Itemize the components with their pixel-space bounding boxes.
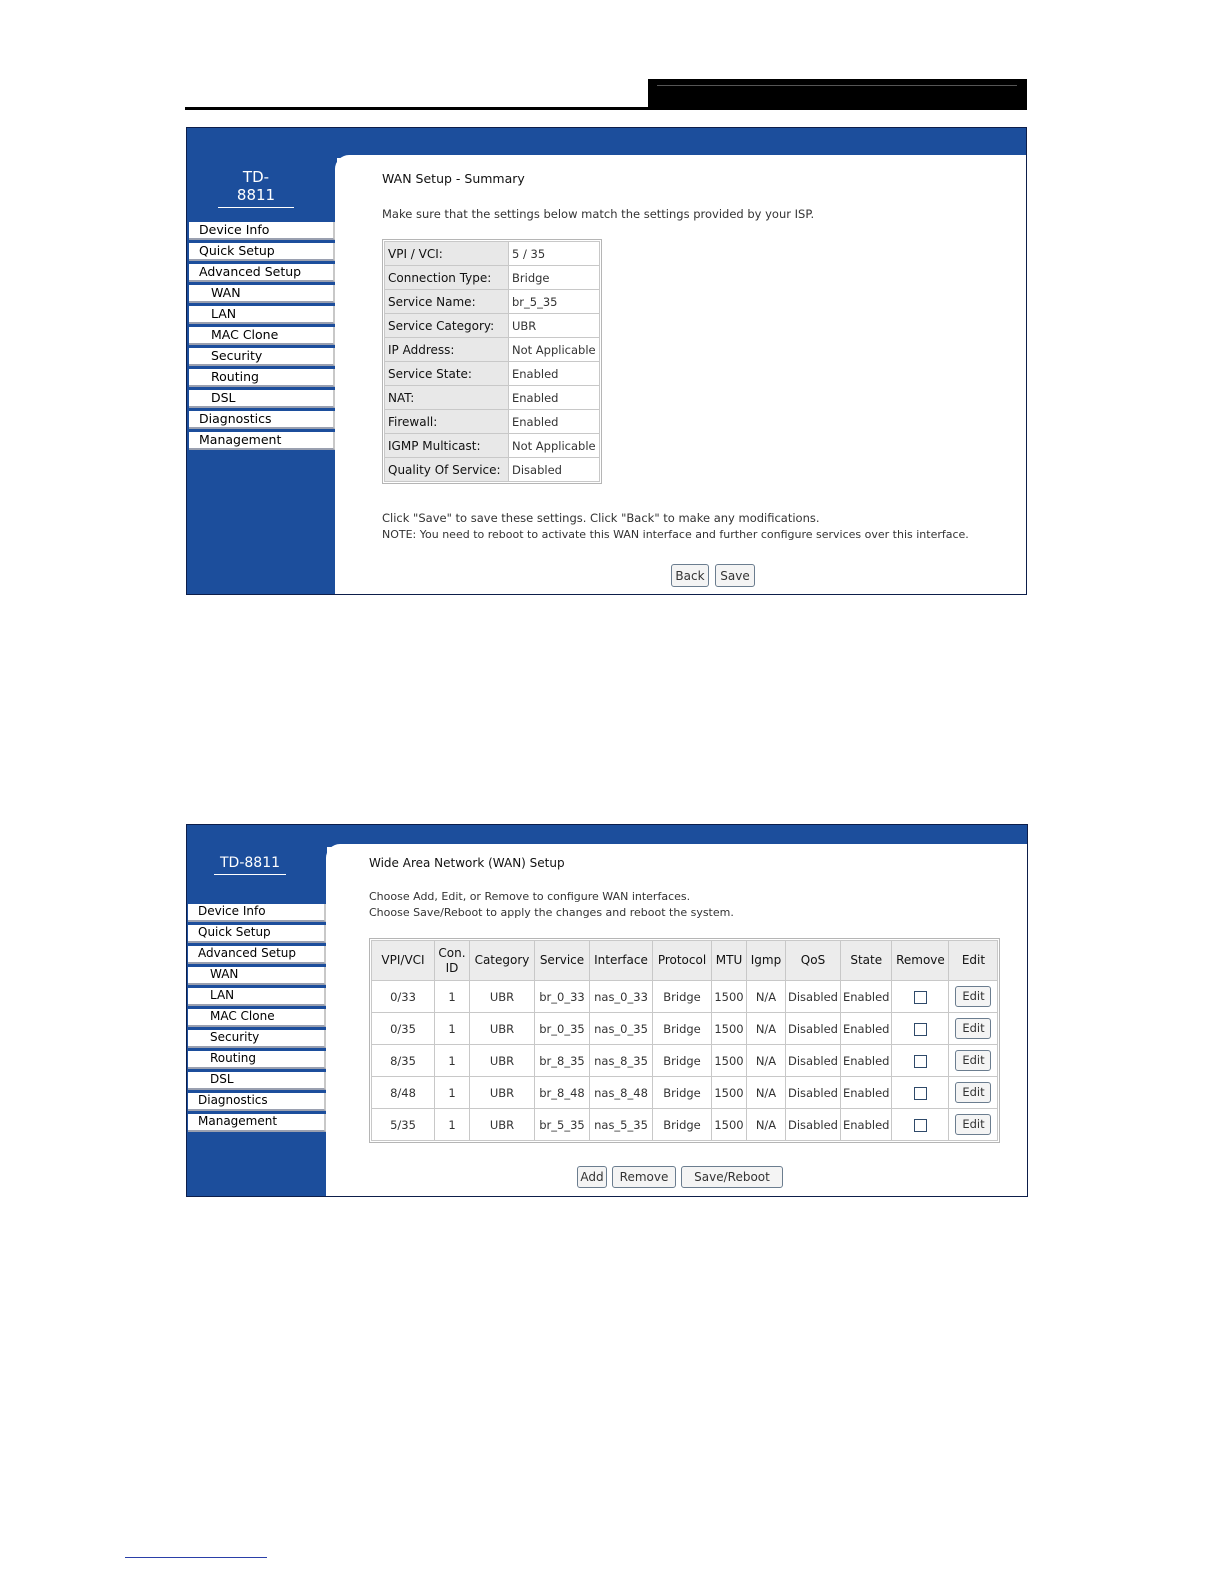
summary-label: Service Name:: [385, 290, 509, 314]
cell-interface: nas_0_33: [590, 981, 653, 1013]
cell-category: UBR: [470, 981, 535, 1013]
summary-label: NAT:: [385, 386, 509, 410]
cell-qos: Disabled: [786, 1109, 841, 1141]
menu-item-device-info[interactable]: Device Info: [188, 904, 326, 922]
table-row: [372, 981, 998, 1013]
cell-qos: Disabled: [786, 1077, 841, 1109]
edit-button[interactable]: Edit: [955, 1050, 991, 1071]
summary-label: Service State:: [385, 362, 509, 386]
menu-item-security[interactable]: Security: [188, 1030, 326, 1048]
remove-checkbox[interactable]: [914, 1055, 927, 1068]
summary-value: Enabled: [509, 386, 600, 410]
sidebar-menu: [189, 222, 335, 453]
cell-service: br_0_35: [535, 1013, 590, 1045]
col-header-interface: Interface: [590, 941, 653, 981]
summary-row: [385, 338, 600, 362]
cell-category: UBR: [470, 1109, 535, 1141]
table-header-row: [372, 941, 998, 981]
cell-igmp: N/A: [747, 1013, 786, 1045]
cell-remove: [892, 1013, 949, 1045]
cell-mtu: 1500: [712, 1013, 747, 1045]
summary-value: Enabled: [509, 410, 600, 434]
menu-item-wan[interactable]: WAN: [189, 285, 335, 303]
summary-row: [385, 458, 600, 482]
menu-item-device-info[interactable]: Device Info: [189, 222, 335, 240]
sidebar-menu: [188, 904, 326, 1135]
remove-checkbox[interactable]: [914, 1087, 927, 1100]
summary-value: Bridge: [509, 266, 600, 290]
col-header-edit: Edit: [949, 941, 998, 981]
menu-item-advanced-setup[interactable]: Advanced Setup: [188, 946, 326, 964]
summary-row: [385, 386, 600, 410]
table-row: [372, 1077, 998, 1109]
save-hint: Click "Save" to save these settings. Click "Back" to make any modifications.: [382, 511, 820, 525]
cell-mtu: 1500: [712, 1077, 747, 1109]
cell-con-id: 1: [435, 1077, 470, 1109]
cell-vpi-vci: 0/35: [372, 1013, 435, 1045]
cell-interface: nas_8_35: [590, 1045, 653, 1077]
cell-edit: [949, 981, 998, 1013]
cell-protocol: Bridge: [653, 1077, 712, 1109]
menu-item-management[interactable]: Management: [188, 1114, 326, 1132]
summary-value: Not Applicable: [509, 338, 600, 362]
cell-state: Enabled: [840, 1109, 891, 1141]
cell-edit: [949, 1013, 998, 1045]
col-header-vpi-vci: VPI/VCI: [372, 941, 435, 981]
menu-item-advanced-setup[interactable]: Advanced Setup: [189, 264, 335, 282]
summary-row: [385, 410, 600, 434]
menu-item-security[interactable]: Security: [189, 348, 335, 366]
cell-category: UBR: [470, 1045, 535, 1077]
col-header-state: State: [840, 941, 891, 981]
cell-mtu: 1500: [712, 1109, 747, 1141]
edit-button[interactable]: Edit: [955, 1114, 991, 1135]
menu-item-mac-clone[interactable]: MAC Clone: [188, 1009, 326, 1027]
instructions-line-1: Choose Add, Edit, or Remove to configure WAN interfaces.: [369, 890, 691, 903]
cell-mtu: 1500: [712, 981, 747, 1013]
cell-igmp: N/A: [747, 1045, 786, 1077]
table-row: [372, 1013, 998, 1045]
cell-vpi-vci: 5/35: [372, 1109, 435, 1141]
remove-checkbox[interactable]: [914, 1119, 927, 1132]
menu-item-dsl[interactable]: DSL: [188, 1072, 326, 1090]
cell-state: Enabled: [840, 1045, 891, 1077]
summary-row: [385, 242, 600, 266]
cell-remove: [892, 981, 949, 1013]
summary-label: IP Address:: [385, 338, 509, 362]
cell-igmp: N/A: [747, 981, 786, 1013]
add-button[interactable]: Add: [577, 1166, 607, 1188]
cell-category: UBR: [470, 1077, 535, 1109]
col-header-qos: QoS: [786, 941, 841, 981]
col-header-mtu: MTU: [712, 941, 747, 981]
summary-label: IGMP Multicast:: [385, 434, 509, 458]
cell-con-id: 1: [435, 1013, 470, 1045]
table-row: [372, 1045, 998, 1077]
remove-button[interactable]: Remove: [612, 1166, 676, 1188]
cell-edit: [949, 1109, 998, 1141]
menu-item-lan[interactable]: LAN: [188, 988, 326, 1006]
cell-service: br_8_35: [535, 1045, 590, 1077]
cell-con-id: 1: [435, 981, 470, 1013]
menu-item-routing[interactable]: Routing: [189, 369, 335, 387]
cell-qos: Disabled: [786, 1013, 841, 1045]
summary-table: [384, 241, 600, 482]
edit-button[interactable]: Edit: [955, 986, 991, 1007]
col-header-remove: Remove: [892, 941, 949, 981]
menu-item-routing[interactable]: Routing: [188, 1051, 326, 1069]
cell-protocol: Bridge: [653, 981, 712, 1013]
remove-checkbox[interactable]: [914, 1023, 927, 1036]
edit-button[interactable]: Edit: [955, 1082, 991, 1103]
cell-remove: [892, 1077, 949, 1109]
cell-edit: [949, 1045, 998, 1077]
summary-row: [385, 362, 600, 386]
cell-remove: [892, 1045, 949, 1077]
cell-category: UBR: [470, 1013, 535, 1045]
brand-logo: TD-8811: [214, 855, 286, 875]
cell-state: Enabled: [840, 981, 891, 1013]
col-header-igmp: Igmp: [747, 941, 786, 981]
summary-value: Enabled: [509, 362, 600, 386]
cell-mtu: 1500: [712, 1045, 747, 1077]
cell-vpi-vci: 0/33: [372, 981, 435, 1013]
edit-button[interactable]: Edit: [955, 1018, 991, 1039]
summary-row: [385, 290, 600, 314]
cell-service: br_5_35: [535, 1109, 590, 1141]
cell-igmp: N/A: [747, 1109, 786, 1141]
cell-protocol: Bridge: [653, 1045, 712, 1077]
page-header-bar: [648, 79, 1027, 109]
remove-checkbox[interactable]: [914, 991, 927, 1004]
cell-interface: nas_8_48: [590, 1077, 653, 1109]
page-header-bar-line: [657, 85, 1017, 86]
cell-igmp: N/A: [747, 1077, 786, 1109]
reboot-note: NOTE: You need to reboot to activate this WAN interface and further configure services over this interface.: [382, 528, 969, 541]
menu-item-diagnostics[interactable]: Diagnostics: [189, 411, 335, 429]
cell-state: Enabled: [840, 1013, 891, 1045]
page-title: Wide Area Network (WAN) Setup: [369, 856, 565, 870]
wan-setup-screenshot: [186, 824, 1028, 1197]
summary-row: [385, 266, 600, 290]
summary-row: [385, 314, 600, 338]
cell-protocol: Bridge: [653, 1013, 712, 1045]
summary-label: Firewall:: [385, 410, 509, 434]
cell-qos: Disabled: [786, 1045, 841, 1077]
summary-label: Service Category:: [385, 314, 509, 338]
cell-service: br_0_33: [535, 981, 590, 1013]
summary-label: Connection Type:: [385, 266, 509, 290]
menu-item-dsl[interactable]: DSL: [189, 390, 335, 408]
menu-item-diagnostics[interactable]: Diagnostics: [188, 1093, 326, 1111]
summary-label: VPI / VCI:: [385, 242, 509, 266]
summary-value: Not Applicable: [509, 434, 600, 458]
menu-item-lan[interactable]: LAN: [189, 306, 335, 324]
cell-interface: nas_0_35: [590, 1013, 653, 1045]
menu-item-mac-clone[interactable]: MAC Clone: [189, 327, 335, 345]
summary-value: br_5_35: [509, 290, 600, 314]
cell-interface: nas_5_35: [590, 1109, 653, 1141]
col-header-con-id: Con. ID: [435, 941, 470, 981]
instructions-line-2: Choose Save/Reboot to apply the changes and reboot the system.: [369, 906, 734, 919]
cell-state: Enabled: [840, 1077, 891, 1109]
footer-underline: [125, 1557, 267, 1558]
summary-row: [385, 434, 600, 458]
menu-item-wan[interactable]: WAN: [188, 967, 326, 985]
summary-value: UBR: [509, 314, 600, 338]
save-reboot-button[interactable]: Save/Reboot: [681, 1166, 783, 1188]
cell-remove: [892, 1109, 949, 1141]
summary-screenshot: [186, 127, 1027, 595]
cell-edit: [949, 1077, 998, 1109]
table-row: [372, 1109, 998, 1141]
cell-con-id: 1: [435, 1045, 470, 1077]
col-header-protocol: Protocol: [653, 941, 712, 981]
summary-value: 5 / 35: [509, 242, 600, 266]
cell-vpi-vci: 8/48: [372, 1077, 435, 1109]
page-title: WAN Setup - Summary: [382, 171, 525, 186]
back-button[interactable]: Back: [671, 564, 709, 587]
menu-item-quick-setup[interactable]: Quick Setup: [189, 243, 335, 261]
cell-vpi-vci: 8/35: [372, 1045, 435, 1077]
summary-value: Disabled: [509, 458, 600, 482]
menu-item-quick-setup[interactable]: Quick Setup: [188, 925, 326, 943]
col-header-category: Category: [470, 941, 535, 981]
col-header-service: Service: [535, 941, 590, 981]
cell-service: br_8_48: [535, 1077, 590, 1109]
save-button[interactable]: Save: [715, 564, 755, 587]
intro-text: Make sure that the settings below match the settings provided by your ISP.: [382, 207, 815, 221]
brand-logo: TD-8811: [218, 168, 294, 208]
menu-item-management[interactable]: Management: [189, 432, 335, 450]
wan-interfaces-table: [371, 940, 998, 1141]
summary-label: Quality Of Service:: [385, 458, 509, 482]
cell-qos: Disabled: [786, 981, 841, 1013]
cell-protocol: Bridge: [653, 1109, 712, 1141]
cell-con-id: 1: [435, 1109, 470, 1141]
